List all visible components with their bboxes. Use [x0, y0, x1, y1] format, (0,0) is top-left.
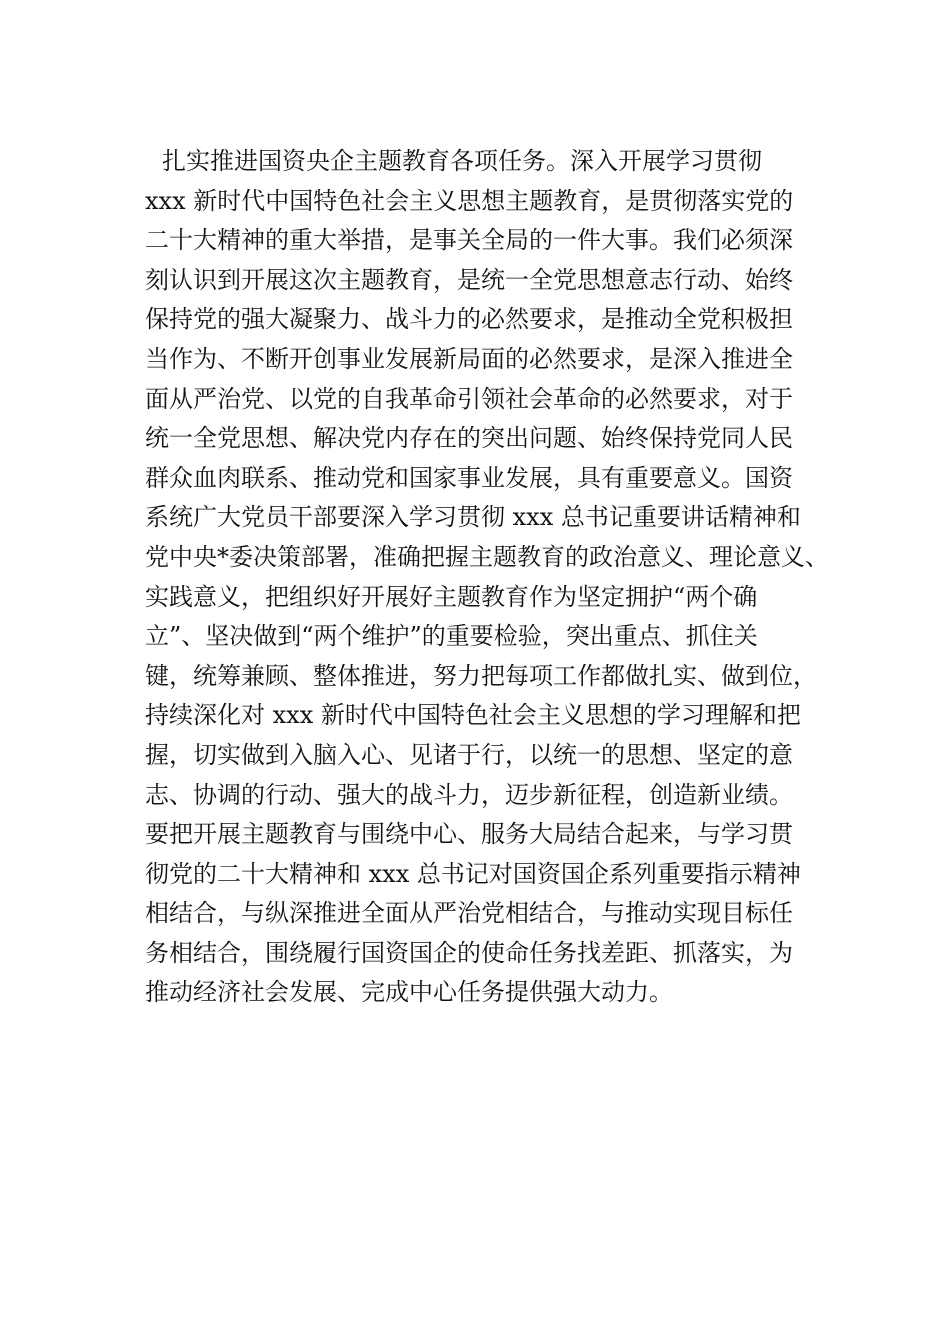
paragraph-line: 系统广大党员干部要深入学习贯彻 xxx 总书记重要讲话精神和 — [145, 503, 801, 532]
paragraph-line: 相结合，与纵深推进全面从严治党相结合，与推动实现目标任 — [145, 899, 793, 928]
paragraph-line: 二十大精神的重大举措，是事关全局的一件大事。我们必须深 — [145, 226, 793, 255]
paragraph-line: 要把开展主题教育与围绕中心、服务大局结合起来，与学习贯 — [145, 820, 793, 849]
paragraph-line: 当作为、不断开创事业发展新局面的必然要求，是深入推进全 — [145, 344, 793, 373]
paragraph-line: 保持党的强大凝聚力、战斗力的必然要求，是推动全党积极担 — [145, 305, 793, 334]
paragraph-line: 实践意义，把组织好开展好主题教育作为坚定拥护“两个确 — [145, 582, 758, 611]
paragraph-line: xxx 新时代中国特色社会主义思想主题教育，是贯彻落实党的 — [145, 186, 794, 215]
paragraph-line: 持续深化对 xxx 新时代中国特色社会主义思想的学习理解和把 — [145, 701, 801, 730]
paragraph-line: 键，统筹兼顾、整体推进，努力把每项工作都做扎实、做到位， — [145, 661, 817, 690]
paragraph-line: 扎实推进国资央企主题教育各项任务。深入开展学习贯彻 — [162, 147, 762, 175]
paragraph-line: 面从严治党、以党的自我革命引领社会革命的必然要求，对于 — [145, 384, 793, 413]
paragraph-line: 务相结合，围绕履行国资国企的使命任务找差距、抓落实，为 — [145, 938, 793, 967]
paragraph-line: 刻认识到开展这次主题教育，是统一全党思想意志行动、始终 — [145, 265, 793, 294]
paragraph-line: 群众血肉联系、推动党和国家事业发展，具有重要意义。国资 — [145, 463, 793, 492]
body-paragraph — [145, 142, 845, 1013]
paragraph-line: 立”、坚决做到“两个维护”的重要检验，突出重点、抓住关 — [145, 622, 758, 651]
paragraph-line: 党中央*委决策部署，准确把握主题教育的政治意义、理论意义、 — [145, 542, 829, 571]
paragraph-line: 统一全党思想、解决党内存在的突出问题、始终保持党同人民 — [145, 424, 793, 453]
paragraph-line: 志、协调的行动、强大的战斗力，迈步新征程，创造新业绩。 — [145, 780, 793, 809]
paragraph-line: 彻党的二十大精神和 xxx 总书记对国资国企系列重要指示精神 — [145, 859, 801, 888]
paragraph-line: 握，切实做到入脑入心、见诸于行，以统一的思想、坚定的意 — [145, 740, 793, 769]
paragraph-line: 推动经济社会发展、完成中心任务提供强大动力。 — [145, 978, 673, 1007]
